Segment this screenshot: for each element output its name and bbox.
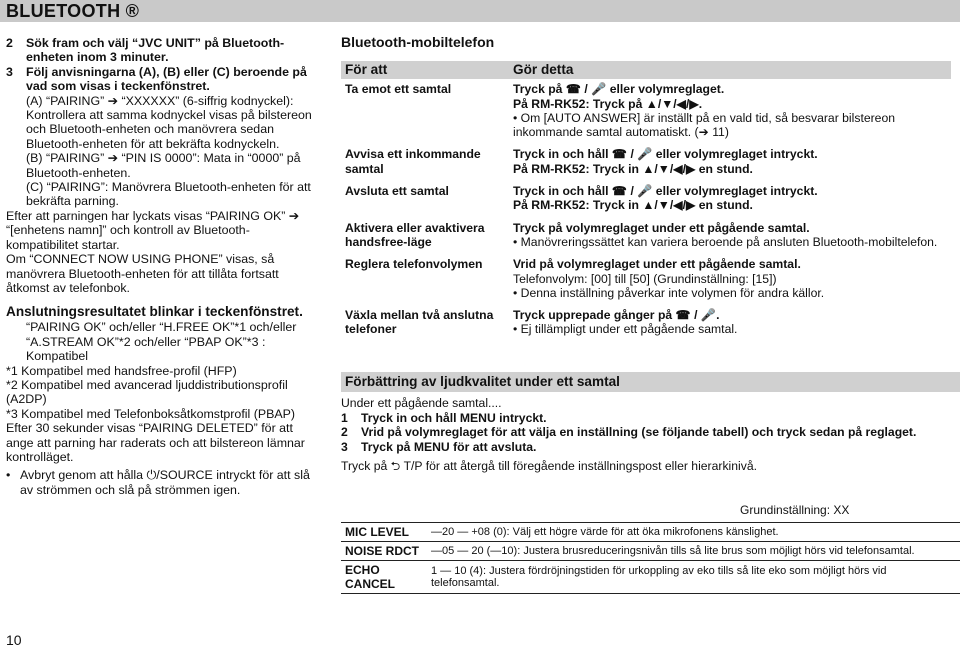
- setting-value: 1 — 10 (4): Justera fördröjningstiden för urkoppling av eko tills så lite eko som möjligt hörs vid telefonsamtal.: [427, 561, 960, 594]
- table-row: [341, 254, 951, 305]
- connect-now-text: Om “CONNECT NOW USING PHONE” visas, så manövrera Bluetooth-enheten för att tillåta fortsatt åtkomst av telefonbok.: [6, 252, 279, 295]
- table-row: [341, 561, 960, 594]
- abort-bullet: • Avbryt genom att hålla ⏻/SOURCE intryckt för att slå av strömmen och slå på strömmen igen.: [6, 468, 310, 497]
- default-setting-label: Grundinställning: XX: [740, 503, 850, 517]
- col-header-for: För att: [341, 61, 509, 79]
- quality-step-2: 2 Vrid på volymreglaget för att välja en inställning (se följande tabell) och tryck sedan på reglaget.: [341, 425, 917, 440]
- setting-value: —05 — 20 (—10): Justera brusreduceringsnivån tills så lite brus som möjligt hörs vid telefonsamtal.: [427, 542, 960, 561]
- task-cell: Växla mellan två anslutna telefoner: [345, 308, 494, 337]
- setting-key: NOISE RDCT: [341, 542, 427, 561]
- action-cell: Vrid på volymreglaget under ett pågående samtal. Telefonvolym: [00] till [50] (Grundinställning: [15]) • Denna inställning påverkar inte volymen för andra källor.: [513, 257, 825, 300]
- action-cell: Tryck på ☎ / 🎤 eller volymreglaget. På RM-RK52: Tryck på ▲/▼/◀/▶. • Om [AUTO ANSWER] är inställt på en vald tid, så besvarar bilstereon inkommande samtal automatiskt. (➔ 11): [513, 82, 896, 140]
- table-row: [341, 79, 951, 144]
- footnote-2: *2 Kompatibel med avancerad ljuddistributionsprofil (A2DP): [6, 377, 288, 407]
- table-row: [341, 523, 960, 542]
- settings-table: [341, 522, 960, 594]
- footnote-3: *3 Kompatibel med Telefonboksåtkomstprofil (PBAP): [6, 406, 296, 421]
- task-cell: Avvisa ett inkommande samtal: [345, 147, 481, 176]
- mobile-section-title: Bluetooth-mobiltelefon: [341, 34, 495, 50]
- footnote-1: *1 Kompatibel med handsfree-profil (HFP): [6, 363, 237, 378]
- table-row: [341, 542, 960, 561]
- setting-key: ECHO CANCEL: [341, 561, 427, 594]
- step-3: 3 Följ anvisningarna (A), (B) eller (C) beroende på vad som visas i teckenfönstret.: [6, 64, 307, 94]
- action-cell: Tryck upprepade gånger på ☎ / 🎤. • Ej tillämpligt under ett pågående samtal.: [513, 308, 738, 337]
- option-a: (A) “PAIRING” ➔ “XXXXXX” (6-siffrig kodnyckel): Kontrollera att samma kodnyckel visas på bilstereon och Bluetooth-enheten och manövrera sedan Bluetooth-enheten för att bekräfta kodnyckeln.: [26, 93, 312, 151]
- task-cell: Reglera telefonvolymen: [345, 257, 483, 272]
- header-bar: [0, 0, 960, 22]
- setting-value: —20 — +08 (0): Välj ett högre värde för att öka mikrofonens känslighet.: [427, 523, 960, 542]
- task-cell: Avsluta ett samtal: [345, 184, 449, 199]
- table-row: [341, 305, 951, 342]
- table-row: [341, 181, 951, 218]
- page-title: BLUETOOTH ®: [6, 1, 140, 21]
- mobile-section: [341, 34, 951, 50]
- option-b: (B) “PAIRING” ➔ “PIN IS 0000”: Mata in “0000” på Bluetooth-enheten.: [26, 151, 301, 180]
- quality-step-3: 3 Tryck på MENU för att avsluta.: [341, 439, 537, 454]
- after-30-text: Efter 30 sekunder visas “PAIRING DELETED” för att ange att parning har raderats och att bilstereon lämnar kontrolläget.: [6, 421, 305, 464]
- table-row: [341, 218, 951, 255]
- col-header-do: Gör detta: [509, 61, 951, 79]
- option-c: (C) “PAIRING”: Manövrera Bluetooth-enheten för att bekräfta parning.: [26, 180, 311, 209]
- quality-section-body: [341, 396, 951, 474]
- page-number: 10: [6, 632, 22, 648]
- setting-key: MIC LEVEL: [341, 523, 427, 542]
- action-cell: Tryck in och håll ☎ / 🎤 eller volymreglaget intryckt. På RM-RK52: Tryck in ▲/▼/◀/▶ en stund.: [513, 184, 818, 213]
- table-header-row: [341, 61, 951, 79]
- step-2: 2 Sök fram och välj “JVC UNIT” på Bluetooth-enheten inom 3 minuter.: [6, 36, 285, 65]
- result-heading: Anslutningsresultatet blinkar i teckenfönstret.: [6, 304, 303, 320]
- after-pairing-text: Efter att parningen har lyckats visas “PAIRING OK” ➔ “[enhetens namn]” och kontroll av Bluetooth-kompatibilitet startar.: [6, 208, 300, 252]
- quality-step-1: 1 Tryck in och håll MENU intryckt.: [341, 410, 547, 425]
- left-column: [6, 36, 320, 497]
- back-instruction: Tryck på ⮌ T/P för att återgå till föregående inställningspost eller hierarkinivå.: [341, 459, 757, 474]
- task-cell: Ta emot ett samtal: [345, 82, 452, 97]
- mobile-operations-table: [341, 61, 951, 342]
- table-row: [341, 144, 951, 181]
- action-cell: Tryck på volymreglaget under ett pågående samtal. • Manövreringssättet kan variera beroende på ansluten Bluetooth-mobiltelefon.: [513, 220, 938, 249]
- quality-section-heading: Förbättring av ljudkvalitet under ett samtal: [341, 372, 960, 392]
- task-cell: Aktivera eller avaktivera handsfree-läge: [345, 220, 485, 249]
- result-line: “PAIRING OK” och/eller “H.FREE OK”*1 och/eller “A.STREAM OK”*2 och/eller “PBAP OK”*3 : Kompatibel: [26, 320, 297, 364]
- action-cell: Tryck in och håll ☎ / 🎤 eller volymreglaget intryckt. På RM-RK52: Tryck in ▲/▼/◀/▶ en stund.: [513, 147, 818, 176]
- quality-intro: Under ett pågående samtal....: [341, 396, 502, 410]
